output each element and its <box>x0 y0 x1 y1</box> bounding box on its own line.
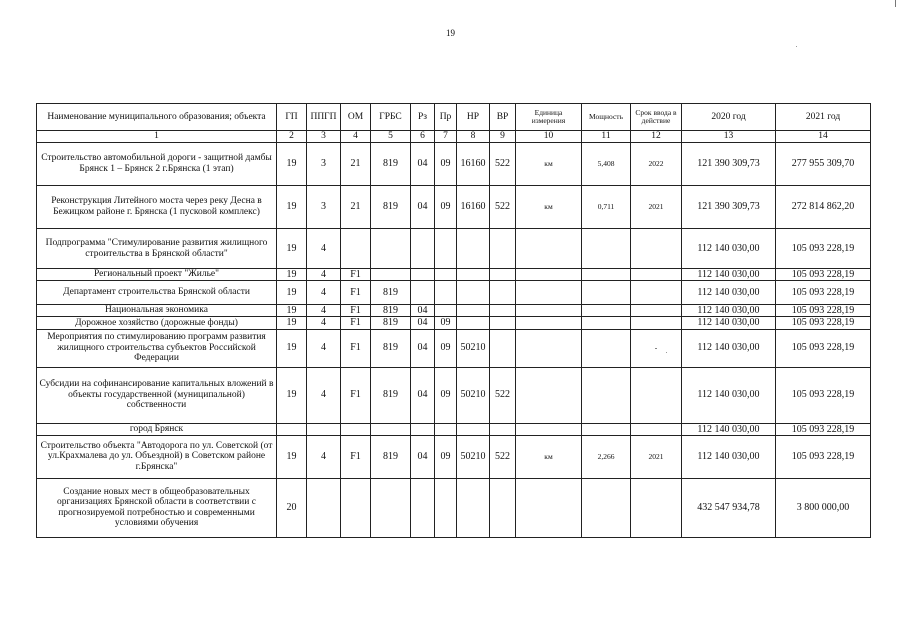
cell-unit <box>516 305 582 317</box>
cell-grbs: 819 <box>371 281 411 305</box>
cell-om: F1 <box>341 305 371 317</box>
cell-vr: 522 <box>490 435 516 478</box>
cell-om <box>341 229 371 269</box>
cell-amount-2021: 105 093 228,19 <box>776 317 871 329</box>
cell-amount-2020: 112 140 030,00 <box>682 281 776 305</box>
column-number: 7 <box>435 131 457 143</box>
cell-nr: 50210 <box>457 367 490 423</box>
cell-pr <box>435 478 457 537</box>
cell-om: F1 <box>341 329 371 367</box>
table-row <box>37 229 871 269</box>
cell-rz: 04 <box>411 317 435 329</box>
page-number: 19 <box>446 28 455 38</box>
cell-ppgp: 3 <box>307 143 341 186</box>
cell-name: Дорожное хозяйство (дорожные фонды) <box>37 317 277 329</box>
cell-commissioning <box>631 229 682 269</box>
cell-pr <box>435 305 457 317</box>
cell-capacity <box>582 367 631 423</box>
cell-om: F1 <box>341 367 371 423</box>
header-capacity: Мощность <box>582 104 631 131</box>
cell-amount-2020: 112 140 030,00 <box>682 423 776 435</box>
cell-commissioning <box>631 281 682 305</box>
cell-amount-2021: 105 093 228,19 <box>776 435 871 478</box>
cell-gp: 19 <box>277 186 307 229</box>
cell-grbs: 819 <box>371 143 411 186</box>
cell-amount-2021: 105 093 228,19 <box>776 367 871 423</box>
header-ppgp: ППГП <box>307 104 341 131</box>
cell-amount-2020: 121 390 309,73 <box>682 143 776 186</box>
cell-unit: км <box>516 186 582 229</box>
cell-nr: 16160 <box>457 143 490 186</box>
cell-om <box>341 423 371 435</box>
cell-name: Департамент строительства Брянской области <box>37 281 277 305</box>
cell-capacity <box>582 229 631 269</box>
cell-commissioning <box>631 317 682 329</box>
cell-pr: 09 <box>435 317 457 329</box>
cell-ppgp: 4 <box>307 229 341 269</box>
cell-unit <box>516 269 582 281</box>
cell-commissioning: - <box>631 329 682 367</box>
cell-nr: 16160 <box>457 186 490 229</box>
header-2020: 2020 год <box>682 104 776 131</box>
cell-ppgp: 4 <box>307 317 341 329</box>
cell-capacity <box>582 269 631 281</box>
header-vr: ВР <box>490 104 516 131</box>
cell-amount-2021: 272 814 862,20 <box>776 186 871 229</box>
cell-unit <box>516 367 582 423</box>
scan-edge-mark <box>895 0 896 7</box>
header-commissioning: Срок ввода в действие <box>631 104 682 131</box>
cell-amount-2021: 105 093 228,19 <box>776 305 871 317</box>
cell-pr <box>435 281 457 305</box>
cell-name: Подпрограмма "Стимулирование развития жилищного строительства в Брянской области" <box>37 229 277 269</box>
cell-unit <box>516 423 582 435</box>
cell-grbs: 819 <box>371 329 411 367</box>
table-row <box>37 143 871 186</box>
cell-gp: 19 <box>277 435 307 478</box>
cell-vr <box>490 317 516 329</box>
cell-nr: 50210 <box>457 435 490 478</box>
cell-unit <box>516 478 582 537</box>
cell-rz <box>411 423 435 435</box>
cell-amount-2020: 112 140 030,00 <box>682 367 776 423</box>
cell-pr <box>435 423 457 435</box>
cell-vr <box>490 305 516 317</box>
cell-vr <box>490 329 516 367</box>
cell-commissioning: 2021 <box>631 435 682 478</box>
cell-grbs: 819 <box>371 186 411 229</box>
cell-amount-2020: 112 140 030,00 <box>682 269 776 281</box>
cell-capacity <box>582 478 631 537</box>
cell-om: F1 <box>341 269 371 281</box>
cell-unit <box>516 281 582 305</box>
cell-name: Строительство автомобильной дороги - защитной дамбы Брянск 1 – Брянск 2 г.Брянска (1 этап) <box>37 143 277 186</box>
cell-nr <box>457 269 490 281</box>
table-row <box>37 317 871 329</box>
cell-capacity <box>582 329 631 367</box>
cell-amount-2020: 121 390 309,73 <box>682 186 776 229</box>
cell-amount-2020: 432 547 934,78 <box>682 478 776 537</box>
header-name: Наименование муниципального образования; объекта <box>37 104 277 131</box>
cell-nr <box>457 423 490 435</box>
cell-pr <box>435 269 457 281</box>
cell-nr <box>457 281 490 305</box>
cell-commissioning: 2022 <box>631 143 682 186</box>
cell-om: 21 <box>341 186 371 229</box>
cell-unit: км <box>516 435 582 478</box>
cell-name: город Брянск <box>37 423 277 435</box>
table-row <box>37 423 871 435</box>
cell-unit <box>516 229 582 269</box>
cell-rz <box>411 229 435 269</box>
column-number: 8 <box>457 131 490 143</box>
cell-om <box>341 478 371 537</box>
cell-om: F1 <box>341 317 371 329</box>
cell-commissioning <box>631 269 682 281</box>
cell-capacity: 5,408 <box>582 143 631 186</box>
cell-vr: 522 <box>490 186 516 229</box>
cell-amount-2021: 3 800 000,00 <box>776 478 871 537</box>
cell-pr: 09 <box>435 143 457 186</box>
header-row <box>37 104 871 131</box>
cell-capacity: 2,266 <box>582 435 631 478</box>
cell-gp <box>277 423 307 435</box>
scan-speck <box>796 46 797 47</box>
cell-ppgp: 4 <box>307 305 341 317</box>
cell-ppgp: 3 <box>307 186 341 229</box>
column-number: 4 <box>341 131 371 143</box>
cell-rz <box>411 478 435 537</box>
header-gp: ГП <box>277 104 307 131</box>
cell-commissioning <box>631 423 682 435</box>
cell-capacity <box>582 423 631 435</box>
cell-vr <box>490 281 516 305</box>
cell-name: Реконструкция Литейного моста через реку Десна в Бежицком районе г. Брянска (1 пусковой комплекс) <box>37 186 277 229</box>
column-number: 10 <box>516 131 582 143</box>
cell-pr: 09 <box>435 367 457 423</box>
column-number: 1 <box>37 131 277 143</box>
cell-unit <box>516 317 582 329</box>
cell-unit <box>516 329 582 367</box>
table-row <box>37 269 871 281</box>
header-2021: 2021 год <box>776 104 871 131</box>
cell-commissioning <box>631 367 682 423</box>
cell-vr <box>490 423 516 435</box>
column-number: 2 <box>277 131 307 143</box>
table-row <box>37 281 871 305</box>
cell-grbs <box>371 269 411 281</box>
cell-ppgp: 4 <box>307 269 341 281</box>
column-number: 11 <box>582 131 631 143</box>
cell-name: Региональный проект "Жилье" <box>37 269 277 281</box>
cell-rz: 04 <box>411 329 435 367</box>
cell-amount-2020: 112 140 030,00 <box>682 229 776 269</box>
cell-pr <box>435 229 457 269</box>
cell-amount-2021: 105 093 228,19 <box>776 269 871 281</box>
cell-unit: км <box>516 143 582 186</box>
cell-gp: 19 <box>277 367 307 423</box>
cell-pr: 09 <box>435 186 457 229</box>
table-body <box>37 143 871 538</box>
cell-gp: 19 <box>277 229 307 269</box>
cell-name: Создание новых мест в общеобразовательных организациях Брянской области в соответствии с прогнозируемой потребностью и современными условиями обучения <box>37 478 277 537</box>
header-grbs: ГРБС <box>371 104 411 131</box>
budget-table <box>36 103 871 538</box>
cell-om: 21 <box>341 143 371 186</box>
cell-grbs <box>371 478 411 537</box>
cell-amount-2021: 277 955 309,70 <box>776 143 871 186</box>
cell-grbs: 819 <box>371 367 411 423</box>
cell-grbs: 819 <box>371 305 411 317</box>
cell-rz <box>411 269 435 281</box>
cell-rz <box>411 281 435 305</box>
cell-ppgp <box>307 423 341 435</box>
cell-amount-2020: 112 140 030,00 <box>682 305 776 317</box>
cell-grbs: 819 <box>371 435 411 478</box>
header-om: ОМ <box>341 104 371 131</box>
cell-rz: 04 <box>411 435 435 478</box>
cell-gp: 19 <box>277 281 307 305</box>
cell-gp: 19 <box>277 143 307 186</box>
cell-grbs <box>371 423 411 435</box>
cell-gp: 20 <box>277 478 307 537</box>
cell-pr: 09 <box>435 435 457 478</box>
cell-vr <box>490 229 516 269</box>
cell-rz: 04 <box>411 143 435 186</box>
table-row <box>37 329 871 367</box>
cell-commissioning <box>631 478 682 537</box>
cell-grbs <box>371 229 411 269</box>
cell-capacity <box>582 305 631 317</box>
cell-amount-2021: 105 093 228,19 <box>776 329 871 367</box>
table-row <box>37 367 871 423</box>
column-number: 14 <box>776 131 871 143</box>
cell-amount-2021: 105 093 228,19 <box>776 423 871 435</box>
cell-capacity <box>582 317 631 329</box>
cell-amount-2020: 112 140 030,00 <box>682 435 776 478</box>
cell-vr: 522 <box>490 143 516 186</box>
cell-name: Мероприятия по стимулированию программ развития жилищного строительства субъектов Российской Федерации <box>37 329 277 367</box>
cell-om: F1 <box>341 435 371 478</box>
cell-gp: 19 <box>277 269 307 281</box>
column-number: 5 <box>371 131 411 143</box>
table-row <box>37 186 871 229</box>
cell-amount-2020: 112 140 030,00 <box>682 317 776 329</box>
cell-nr <box>457 229 490 269</box>
cell-grbs: 819 <box>371 317 411 329</box>
cell-name: Субсидии на софинансирование капитальных вложений в объекты государственной (муниципальной) собственности <box>37 367 277 423</box>
cell-commissioning: 2021 <box>631 186 682 229</box>
header-unit: Единица измерения <box>516 104 582 131</box>
cell-commissioning <box>631 305 682 317</box>
cell-rz: 04 <box>411 305 435 317</box>
cell-nr <box>457 305 490 317</box>
cell-ppgp: 4 <box>307 329 341 367</box>
cell-capacity: 0,711 <box>582 186 631 229</box>
cell-vr <box>490 269 516 281</box>
table-row <box>37 305 871 317</box>
column-number: 13 <box>682 131 776 143</box>
cell-vr <box>490 478 516 537</box>
cell-gp: 19 <box>277 329 307 367</box>
cell-ppgp: 4 <box>307 281 341 305</box>
table-row <box>37 478 871 537</box>
cell-amount-2020: 112 140 030,00 <box>682 329 776 367</box>
cell-name: Строительство объекта "Автодорога по ул. Советской (от ул.Крахмалева до ул. Объездной) в Советском районе г.Брянска" <box>37 435 277 478</box>
cell-capacity <box>582 281 631 305</box>
table-row <box>37 435 871 478</box>
cell-rz: 04 <box>411 186 435 229</box>
cell-nr: 50210 <box>457 329 490 367</box>
header-rz: Рз <box>411 104 435 131</box>
cell-amount-2021: 105 093 228,19 <box>776 229 871 269</box>
cell-rz: 04 <box>411 367 435 423</box>
column-number: 9 <box>490 131 516 143</box>
cell-ppgp: 4 <box>307 435 341 478</box>
cell-om: F1 <box>341 281 371 305</box>
header-pr: Пр <box>435 104 457 131</box>
cell-pr: 09 <box>435 329 457 367</box>
cell-name: Национальная экономика <box>37 305 277 317</box>
cell-nr <box>457 478 490 537</box>
cell-vr: 522 <box>490 367 516 423</box>
cell-gp: 19 <box>277 317 307 329</box>
column-number: 12 <box>631 131 682 143</box>
column-number-row <box>37 131 871 143</box>
cell-ppgp <box>307 478 341 537</box>
column-number: 3 <box>307 131 341 143</box>
cell-nr <box>457 317 490 329</box>
cell-amount-2021: 105 093 228,19 <box>776 281 871 305</box>
column-number: 6 <box>411 131 435 143</box>
header-nr: НР <box>457 104 490 131</box>
cell-ppgp: 4 <box>307 367 341 423</box>
cell-gp: 19 <box>277 305 307 317</box>
